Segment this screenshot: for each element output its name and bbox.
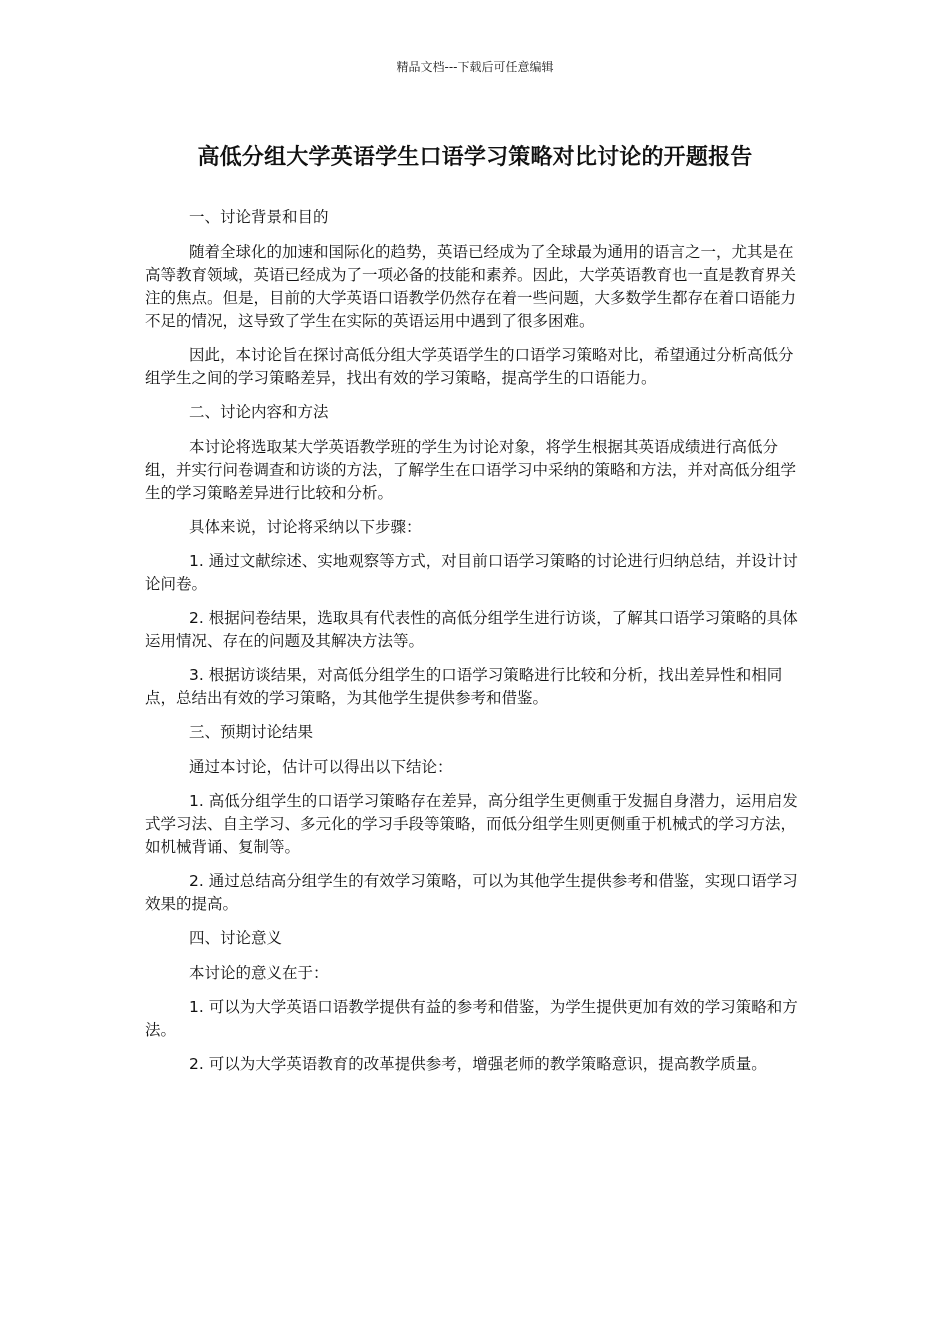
page-header: 精品文档---下载后可任意编辑 [396,60,554,74]
paragraph: 具体来说，讨论将采纳以下步骤： [189,518,422,536]
list-item: 1. 可以为大学英语口语教学提供有益的参考和借鉴，为学生提供更加有效的学习策略和方法。 [145,998,798,1039]
section-heading-significance: 四、讨论意义 [189,929,283,947]
document-title: 高低分组大学英语学生口语学习策略对比讨论的开题报告 [197,145,753,170]
list-item: 1. 通过文献综述、实地观察等方式，对目前口语学习策略的讨论进行归纳总结，并设计讨论问卷。 [145,552,798,593]
document-body [145,206,807,1087]
paragraph: 随着全球化的加速和国际化的趋势，英语已经成为了全球最为通用的语言之一，尤其是在高等教育领域，英语已经成为了一项必备的技能和素养。因此，大学英语教育也一直是教育界关注的焦点。但是，目前的大学英语口语教学仍然存在着一些问题，大多数学生都存在着口语能力不足的情况，这导致了学生在实际的英语运用中遇到了很多困难。 [145,243,797,330]
list-item: 2. 通过总结高分组学生的有效学习策略，可以为其他学生提供参考和借鉴，实现口语学习效果的提高。 [145,872,798,913]
paragraph: 本讨论将选取某大学英语教学班的学生为讨论对象，将学生根据其英语成绩进行高低分组，并实行问卷调查和访谈的方法，了解学生在口语学习中采纳的策略和方法，并对高低分组学生的学习策略差异进行比较和分析。 [145,438,797,502]
paragraph: 本讨论的意义在于： [189,964,329,982]
list-item: 2. 根据问卷结果，选取具有代表性的高低分组学生进行访谈，了解其口语学习策略的具体运用情况、存在的问题及其解决方法等。 [145,609,798,650]
paragraph: 因此，本讨论旨在探讨高低分组大学英语学生的口语学习策略对比，希望通过分析高低分组学生之间的学习策略差异，找出有效的学习策略，提高学生的口语能力。 [145,346,794,387]
list-item: 3. 根据访谈结果，对高低分组学生的口语学习策略进行比较和分析，找出差异性和相同点，总结出有效的学习策略，为其他学生提供参考和借鉴。 [145,666,783,707]
section-heading-background: 一、讨论背景和目的 [189,208,329,226]
section-heading-expected-results: 三、预期讨论结果 [189,723,314,741]
list-item: 2. 可以为大学英语教育的改革提供参考，增强老师的教学策略意识，提高教学质量。 [189,1055,767,1073]
paragraph: 通过本讨论，估计可以得出以下结论： [189,758,453,776]
section-heading-content-method: 二、讨论内容和方法 [189,403,329,421]
list-item: 1. 高低分组学生的口语学习策略存在差异，高分组学生更侧重于发掘自身潜力，运用启发式学习法、自主学习、多元化的学习手段等策略，而低分组学生则更侧重于机械式的学习方法，如机械背诵、复制等。 [145,792,798,856]
